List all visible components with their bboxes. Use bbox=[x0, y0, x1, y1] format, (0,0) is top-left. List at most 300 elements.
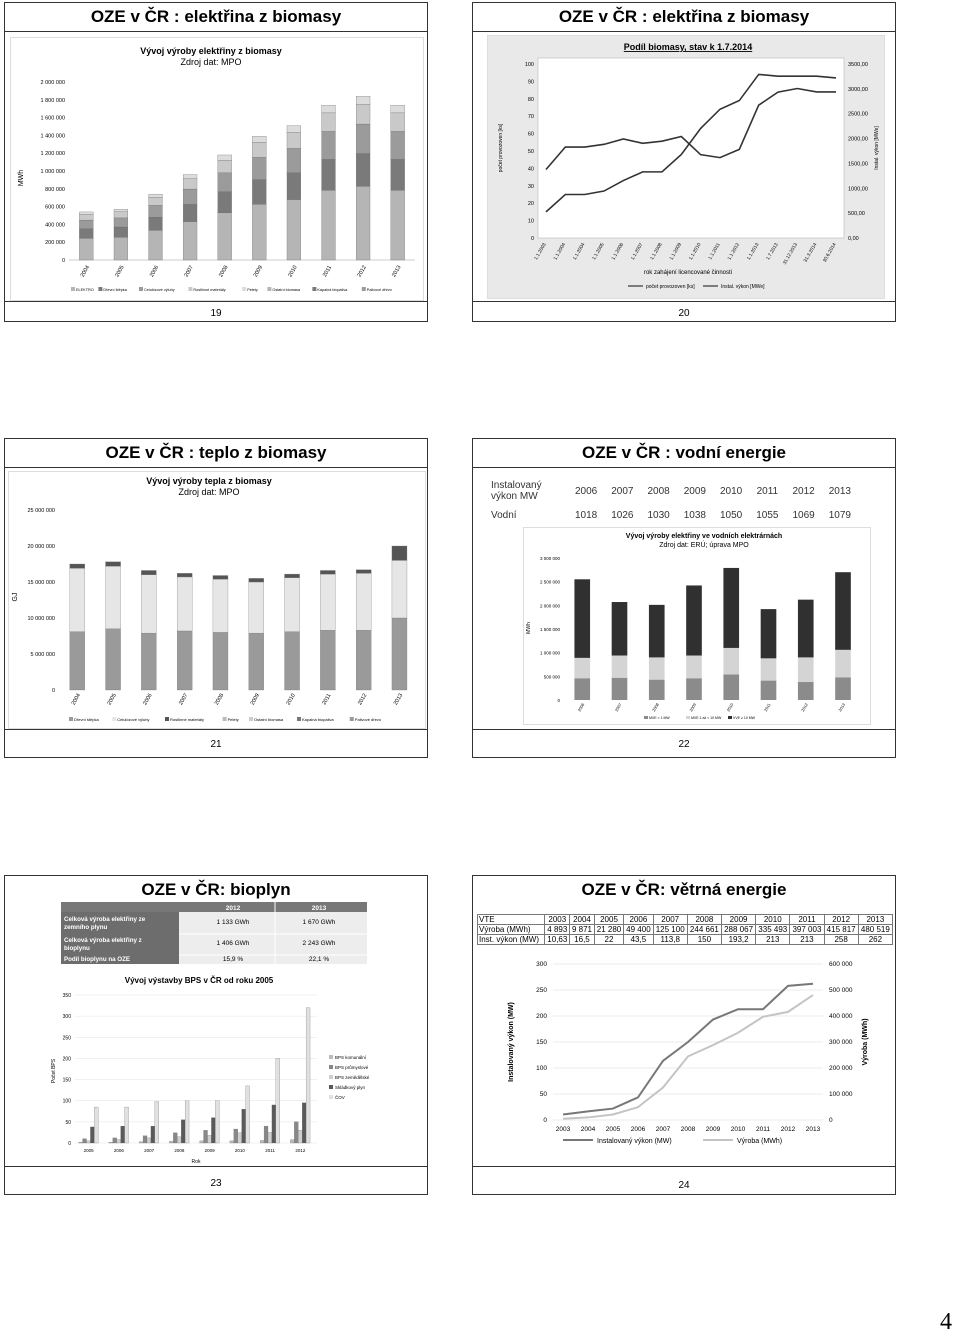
row-label: VTE bbox=[478, 915, 545, 925]
value-cell: 1038 bbox=[683, 510, 706, 521]
x-tick-label: 1.7.2013 bbox=[766, 242, 780, 262]
bar-segment bbox=[574, 678, 590, 700]
bar-segment bbox=[106, 629, 121, 690]
bar bbox=[121, 1126, 125, 1143]
bar-segment bbox=[249, 633, 264, 690]
table-cell: 2010 bbox=[756, 915, 790, 925]
slide-23 bbox=[4, 875, 428, 1195]
x-tick-label: 2010 bbox=[730, 1126, 746, 1133]
x-tick-label: 2012 bbox=[800, 702, 809, 713]
legend-label: Instal. výkon [MWe] bbox=[721, 284, 765, 290]
biogas-table-svg bbox=[61, 902, 367, 964]
y-tick-label: 0 bbox=[543, 1117, 547, 1124]
legend bbox=[69, 717, 382, 722]
bar-segment bbox=[149, 197, 163, 205]
bar bbox=[290, 1140, 294, 1143]
value-cell: 1030 bbox=[647, 510, 670, 521]
chart-title: Vývoj výroby elektřiny ve vodních elektrárnách bbox=[625, 533, 783, 540]
slide-20 bbox=[472, 2, 896, 322]
slide-number: 24 bbox=[678, 1180, 690, 1191]
y-tick-right: 2000,00 bbox=[848, 136, 868, 143]
bar-segment bbox=[183, 204, 197, 221]
y-tick-label: 250 bbox=[62, 1035, 71, 1042]
bar-segment bbox=[649, 680, 665, 700]
row-value-2012: 1 133 GWh bbox=[216, 919, 250, 926]
bar-segment bbox=[356, 570, 371, 574]
table-row bbox=[478, 925, 893, 935]
legend-label: Kapalná biopaliva bbox=[317, 288, 348, 292]
y2-axis-label: Výroba (MWh) bbox=[862, 1018, 869, 1066]
year-cell: 2013 bbox=[828, 485, 851, 497]
legend bbox=[71, 287, 392, 292]
value-cell: 1079 bbox=[828, 510, 851, 521]
legend-label: VVE ≥ 10 MW bbox=[733, 716, 755, 720]
y-axis-label: GJ bbox=[12, 592, 19, 602]
table-cell: 2007 bbox=[653, 915, 687, 925]
bar-segment bbox=[391, 105, 405, 113]
chart-subtitle: Zdroj dat: MPO bbox=[180, 57, 242, 67]
x-tick-label: 30.6.2014 bbox=[822, 242, 838, 264]
bar-segment bbox=[70, 564, 85, 568]
bar-segment bbox=[798, 600, 814, 658]
x-tick-label: 2008 bbox=[680, 1126, 696, 1133]
legend-label: Celulózové výluhy bbox=[117, 717, 150, 722]
x-tick-label: 2006 bbox=[113, 1148, 124, 1153]
table-cell: 193,2 bbox=[721, 935, 755, 945]
x-axis-label: Rok bbox=[191, 1159, 201, 1165]
bar-segment bbox=[285, 632, 300, 690]
y-tick-right: 0,00 bbox=[848, 236, 859, 242]
bar-segment bbox=[686, 585, 702, 655]
legend-label: BPS zemědělské bbox=[335, 1075, 370, 1080]
bar-segment bbox=[114, 227, 128, 237]
y2-tick-label: 600 000 bbox=[829, 961, 853, 968]
biogas-table bbox=[61, 902, 367, 969]
bar-segment bbox=[835, 572, 851, 650]
y-tick-right: 2500,00 bbox=[848, 111, 868, 118]
legend-swatch bbox=[165, 717, 169, 721]
x-tick-label: 2011 bbox=[762, 702, 772, 713]
hydro-capacity-table bbox=[487, 475, 859, 526]
year-cell: 2012 bbox=[792, 485, 815, 497]
hydro-production-chart-svg bbox=[524, 528, 870, 724]
slide-number: 21 bbox=[210, 739, 222, 750]
footer-separator bbox=[473, 1166, 895, 1167]
y-axis-label: MWh bbox=[18, 169, 25, 187]
chart-title: Vývoj výroby tepla z biomasy bbox=[146, 476, 272, 486]
bar bbox=[268, 1132, 272, 1143]
bar bbox=[306, 1008, 310, 1143]
year-cell: 2010 bbox=[720, 485, 743, 497]
y-tick-label: 200 bbox=[536, 1013, 547, 1020]
legend-label: Dřevní štěpka bbox=[74, 717, 99, 722]
x-tick-label: 2007 bbox=[655, 1126, 671, 1133]
row-label-3: Podíl bioplynu na OZE bbox=[64, 956, 130, 963]
biomass-heat-chart bbox=[8, 471, 426, 729]
table-cell: 335 493 bbox=[756, 925, 790, 935]
table-cell: 258 bbox=[824, 935, 858, 945]
bar-segment bbox=[79, 238, 93, 260]
y-tick-right: 1000,00 bbox=[848, 186, 868, 193]
x-tick-label: 2007 bbox=[144, 1148, 155, 1153]
x-tick-label: 1.1.2003 bbox=[534, 242, 548, 262]
legend-swatch bbox=[267, 287, 271, 291]
bar bbox=[294, 1122, 298, 1143]
bar-segment bbox=[686, 678, 702, 700]
y-tick-label: 300 bbox=[536, 961, 547, 968]
legend-swatch bbox=[71, 287, 75, 291]
row-label-1a: Celková výroba elektřiny ze bbox=[64, 916, 146, 923]
x-tick-label: 2010 bbox=[285, 692, 297, 707]
biomass-share-chart-svg bbox=[488, 36, 884, 298]
x-tick-label: 2012 bbox=[295, 1148, 306, 1153]
x-tick-label: 1.1.2006 bbox=[611, 242, 626, 262]
bar bbox=[155, 1102, 159, 1143]
bar-segment bbox=[287, 200, 301, 260]
legend-label: Dřevní štěpka bbox=[103, 288, 127, 292]
x-tick-label: 2008 bbox=[174, 1148, 185, 1153]
table-cell: 397 003 bbox=[790, 925, 824, 935]
bar-segment bbox=[79, 214, 93, 220]
bar-segment bbox=[320, 570, 335, 574]
x-tick-label: 2011 bbox=[265, 1148, 275, 1153]
bar-segment bbox=[249, 582, 264, 633]
bar bbox=[177, 1137, 181, 1143]
bar-segment bbox=[835, 650, 851, 677]
bar-segment bbox=[114, 212, 128, 218]
legend-swatch bbox=[329, 1085, 333, 1089]
bps-chart bbox=[49, 971, 389, 1167]
slide-19 bbox=[4, 2, 428, 322]
chart-title: Podíl biomasy, stav k 1.7.2014 bbox=[623, 42, 753, 52]
title-separator bbox=[5, 467, 427, 468]
slide-title: OZE v ČR : vodní energie bbox=[581, 443, 787, 462]
x-tick-label: 2010 bbox=[234, 1148, 245, 1153]
bar-segment bbox=[149, 230, 163, 260]
row-label: Inst. výkon (MW) bbox=[478, 935, 545, 945]
slide-21 bbox=[4, 438, 428, 758]
bar-segment bbox=[149, 217, 163, 230]
bar bbox=[113, 1138, 117, 1143]
legend-label: Výroba (MWh) bbox=[737, 1138, 783, 1145]
legend bbox=[644, 716, 756, 720]
legend-label: ČOV bbox=[335, 1095, 345, 1100]
legend-label: ELEKTRO bbox=[76, 288, 94, 292]
y-tick-label: 400 000 bbox=[45, 222, 65, 229]
bar-segment bbox=[213, 632, 228, 690]
y-axis-label: Počet BPS bbox=[51, 1058, 57, 1084]
table-cell: 244 661 bbox=[687, 925, 721, 935]
x-tick-label: 1.1.2005 bbox=[592, 242, 606, 262]
y-tick-right: 1500,00 bbox=[848, 161, 868, 168]
bar-segment bbox=[798, 682, 814, 700]
table-cell: 213 bbox=[790, 935, 824, 945]
x-tick-label: 2007 bbox=[178, 692, 190, 707]
bar bbox=[230, 1141, 234, 1143]
bar-segment bbox=[177, 573, 192, 577]
bar-segment bbox=[252, 142, 266, 157]
y-axis bbox=[12, 508, 55, 694]
chart-subtitle: Zdroj dat: ERÚ; úprava MPO bbox=[659, 542, 749, 549]
table-cell: 49 400 bbox=[624, 925, 653, 935]
table-cell: 2006 bbox=[624, 915, 653, 925]
y-tick-label: 800 000 bbox=[45, 186, 65, 193]
table-cell: 21 280 bbox=[594, 925, 623, 935]
bar-segment bbox=[149, 194, 163, 197]
year-cell: 2009 bbox=[683, 485, 706, 497]
y-tick-left: 20 bbox=[527, 201, 534, 208]
bar-segment bbox=[252, 136, 266, 142]
x-tick-label: 1.1.2010 bbox=[688, 242, 703, 262]
legend-label: Palivové dřevo bbox=[354, 717, 382, 722]
year-cell: 2006 bbox=[575, 485, 598, 497]
biomass-electricity-chart bbox=[10, 37, 424, 301]
table-cell: 2004 bbox=[570, 915, 595, 925]
year-cell: 2007 bbox=[611, 485, 634, 497]
bar bbox=[298, 1130, 302, 1143]
bar-segment bbox=[322, 105, 336, 113]
x-tick-label: 2005 bbox=[114, 264, 126, 279]
year-cell: 2008 bbox=[647, 485, 670, 497]
x-tick-label: 1.1.2012 bbox=[727, 242, 742, 262]
footer-separator bbox=[473, 301, 895, 302]
bar-segment bbox=[141, 575, 156, 633]
bar-segment bbox=[761, 609, 777, 658]
table-cell: 2005 bbox=[594, 915, 623, 925]
title-separator bbox=[5, 31, 427, 32]
y-tick-left: 40 bbox=[527, 166, 534, 173]
x-tick-label: 1.1.2004 bbox=[553, 242, 568, 262]
y-tick-label: 2 500 000 bbox=[539, 579, 560, 585]
y-axis-label: Instalovaný výkon (MW) bbox=[508, 1002, 515, 1082]
legend-label: Celulózové výluhy bbox=[144, 288, 175, 292]
legend-label: BPS komunální bbox=[335, 1055, 367, 1060]
legend-swatch bbox=[350, 717, 354, 721]
y-tick-left: 80 bbox=[527, 96, 534, 103]
bar-segment bbox=[149, 205, 163, 217]
x-tick-label: 2009 bbox=[252, 264, 265, 279]
wind-data-table bbox=[477, 914, 893, 945]
x-tick-label: 2011 bbox=[321, 692, 333, 707]
bar-segment bbox=[356, 96, 370, 104]
y-tick-right: 3500,00 bbox=[848, 62, 868, 68]
x-tick-label: 31.3.2014 bbox=[803, 242, 819, 264]
y-tick-label: 10 000 000 bbox=[27, 616, 55, 622]
y2-tick-label: 300 000 bbox=[829, 1039, 853, 1046]
bar-segment bbox=[213, 576, 228, 580]
table-cell: 22 bbox=[594, 935, 623, 945]
y-tick-label: 1 600 000 bbox=[40, 115, 65, 122]
legend-swatch bbox=[329, 1095, 333, 1099]
y-axis-right-label: Instal. výkon [MWe] bbox=[874, 126, 880, 170]
bar-segment bbox=[798, 657, 814, 682]
legend-swatch bbox=[362, 287, 366, 291]
x-tick-label: 1.1.2009 bbox=[669, 242, 684, 262]
table-cell: 125 100 bbox=[653, 925, 687, 935]
legend-label: Rostlinné materiály bbox=[170, 717, 205, 722]
y-tick-label: 2 000 000 bbox=[40, 80, 65, 86]
bars bbox=[79, 96, 404, 278]
slide-title: OZE v ČR: bioplyn bbox=[141, 880, 291, 899]
bar-segment bbox=[392, 618, 407, 690]
bar-segment bbox=[322, 131, 336, 159]
x-tick-label: 2012 bbox=[356, 264, 368, 279]
slide-title: OZE v ČR : elektřina z biomasy bbox=[558, 7, 810, 26]
bar-segment bbox=[723, 674, 739, 700]
bar-segment bbox=[287, 126, 301, 133]
x-tick-label: 2011 bbox=[322, 264, 334, 279]
bar-segment bbox=[835, 677, 851, 700]
x-tick-label: 1.1.2008 bbox=[650, 242, 664, 262]
value-cell: 1026 bbox=[611, 510, 634, 521]
legend-label: počet provozoven [ks] bbox=[646, 284, 695, 290]
bar bbox=[173, 1133, 177, 1143]
x-tick-label: 2006 bbox=[630, 1126, 646, 1133]
y-tick-label: 3 000 000 bbox=[539, 556, 560, 561]
y-tick-label: 1 400 000 bbox=[40, 133, 65, 140]
y-tick-left: 90 bbox=[527, 79, 534, 86]
legend-swatch bbox=[329, 1075, 333, 1079]
y-tick-label: 0 bbox=[61, 258, 65, 264]
legend-swatch bbox=[188, 287, 192, 291]
bar bbox=[246, 1086, 250, 1143]
wind-chart bbox=[503, 956, 873, 1156]
x-tick-label: 2011 bbox=[756, 1126, 770, 1133]
y-axis bbox=[526, 556, 560, 703]
bar-segment bbox=[106, 566, 121, 629]
bar bbox=[86, 1141, 90, 1143]
bar-segment bbox=[612, 602, 628, 655]
x-tick-label: 2009 bbox=[705, 1126, 721, 1133]
bar-segment bbox=[391, 159, 405, 190]
bar-segment bbox=[252, 180, 266, 205]
value-cell: 1050 bbox=[720, 510, 743, 521]
bar-segment bbox=[686, 656, 702, 679]
bar-segment bbox=[252, 157, 266, 179]
table-cell: 2009 bbox=[721, 915, 755, 925]
x-tick-label: 2003 bbox=[555, 1126, 571, 1133]
x-tick-label: 2010 bbox=[725, 702, 735, 713]
hydro-production-chart bbox=[523, 527, 871, 725]
legend-label: Instalovaný výkon (MW) bbox=[597, 1138, 672, 1145]
bar-segment bbox=[287, 173, 301, 200]
table-cell: 9 871 bbox=[570, 925, 595, 935]
bar-segment bbox=[114, 237, 128, 260]
chart-title: Vývoj výstavby BPS v ČR od roku 2005 bbox=[124, 976, 274, 985]
x-tick-label: 1.1.2007 bbox=[630, 242, 645, 262]
table-cell: 10,63 bbox=[545, 935, 570, 945]
table-cell: 2008 bbox=[687, 915, 721, 925]
y-tick-label: 100 bbox=[62, 1098, 71, 1105]
bar bbox=[215, 1101, 219, 1143]
bar-segment bbox=[649, 605, 665, 658]
slide-number: 19 bbox=[210, 308, 222, 319]
y-tick-label: 25 000 000 bbox=[27, 508, 55, 514]
bar-segment bbox=[183, 179, 197, 189]
legend-label: MVE < 1 MW bbox=[649, 716, 670, 720]
legend-label: Kapalná biopaliva bbox=[302, 717, 334, 722]
bar bbox=[200, 1141, 204, 1143]
row-label-2b: bioplynu bbox=[64, 945, 90, 952]
x-tick-label: 2007 bbox=[183, 264, 195, 279]
legend bbox=[628, 284, 765, 290]
bar-segment bbox=[356, 186, 370, 260]
bars bbox=[70, 546, 407, 706]
bar-segment bbox=[249, 578, 264, 582]
bar-segment bbox=[322, 159, 336, 190]
legend-swatch bbox=[69, 717, 73, 721]
y-tick-label: 150 bbox=[536, 1039, 547, 1046]
y-tick-label: 300 bbox=[62, 1014, 71, 1021]
y-tick-right: 3000,00 bbox=[848, 86, 868, 93]
title-separator bbox=[473, 467, 895, 468]
y-tick-left: 10 bbox=[527, 218, 534, 225]
bar bbox=[234, 1129, 238, 1143]
bar bbox=[143, 1136, 147, 1143]
bar-segment bbox=[218, 155, 232, 160]
x-tick-label: 2004 bbox=[70, 692, 83, 707]
y-tick-label: 0 bbox=[68, 1141, 71, 1147]
bar bbox=[272, 1105, 276, 1143]
x-tick-label: 2013 bbox=[805, 1126, 821, 1133]
bar bbox=[139, 1142, 143, 1143]
bar bbox=[204, 1130, 208, 1143]
y-tick-label: 200 000 bbox=[45, 240, 65, 247]
legend-swatch bbox=[98, 287, 102, 291]
bar-segment bbox=[356, 154, 370, 187]
bar-segment bbox=[183, 222, 197, 260]
x-tick-label: 2005 bbox=[605, 1126, 621, 1133]
bar bbox=[276, 1058, 280, 1143]
slide-title: OZE v ČR : teplo z biomasy bbox=[105, 443, 327, 462]
bar bbox=[79, 1142, 83, 1143]
table-cell: 2003 bbox=[545, 915, 570, 925]
y-axis-label: MWh bbox=[526, 622, 532, 634]
bar bbox=[117, 1140, 121, 1143]
legend-label: Ostatní biomasa bbox=[272, 288, 301, 292]
y-tick-left: 0 bbox=[530, 236, 534, 242]
bar-segment bbox=[79, 212, 93, 214]
table-cell: 262 bbox=[858, 935, 892, 945]
bar bbox=[94, 1107, 98, 1143]
bar-segment bbox=[114, 209, 128, 212]
bar-segment bbox=[141, 633, 156, 690]
table-header-2013: 2013 bbox=[311, 905, 327, 912]
legend-label: Pelety bbox=[247, 288, 258, 292]
x-tick-label: 1.1.2011 bbox=[708, 242, 722, 261]
legend-swatch bbox=[112, 717, 116, 721]
bar-segment bbox=[70, 632, 85, 690]
bar-segment bbox=[391, 113, 405, 132]
biomass-heat-chart-svg bbox=[9, 472, 425, 728]
bar-segment bbox=[761, 658, 777, 680]
bar-segment bbox=[79, 220, 93, 229]
bar-segment bbox=[574, 658, 590, 678]
bar-segment bbox=[141, 570, 156, 574]
bar-segment bbox=[287, 148, 301, 172]
page-number: 4 bbox=[940, 1309, 952, 1335]
bar bbox=[125, 1107, 129, 1143]
bar-segment bbox=[612, 678, 628, 700]
y-tick-label: 600 000 bbox=[45, 204, 65, 211]
x-tick-label: 2009 bbox=[249, 692, 262, 707]
bar bbox=[147, 1138, 151, 1143]
y-tick-label: 200 bbox=[62, 1056, 71, 1063]
y-tick-left: 50 bbox=[527, 149, 534, 155]
bar-segment bbox=[70, 568, 85, 631]
y-tick-label: 0 bbox=[51, 688, 55, 694]
title-separator bbox=[473, 31, 895, 32]
